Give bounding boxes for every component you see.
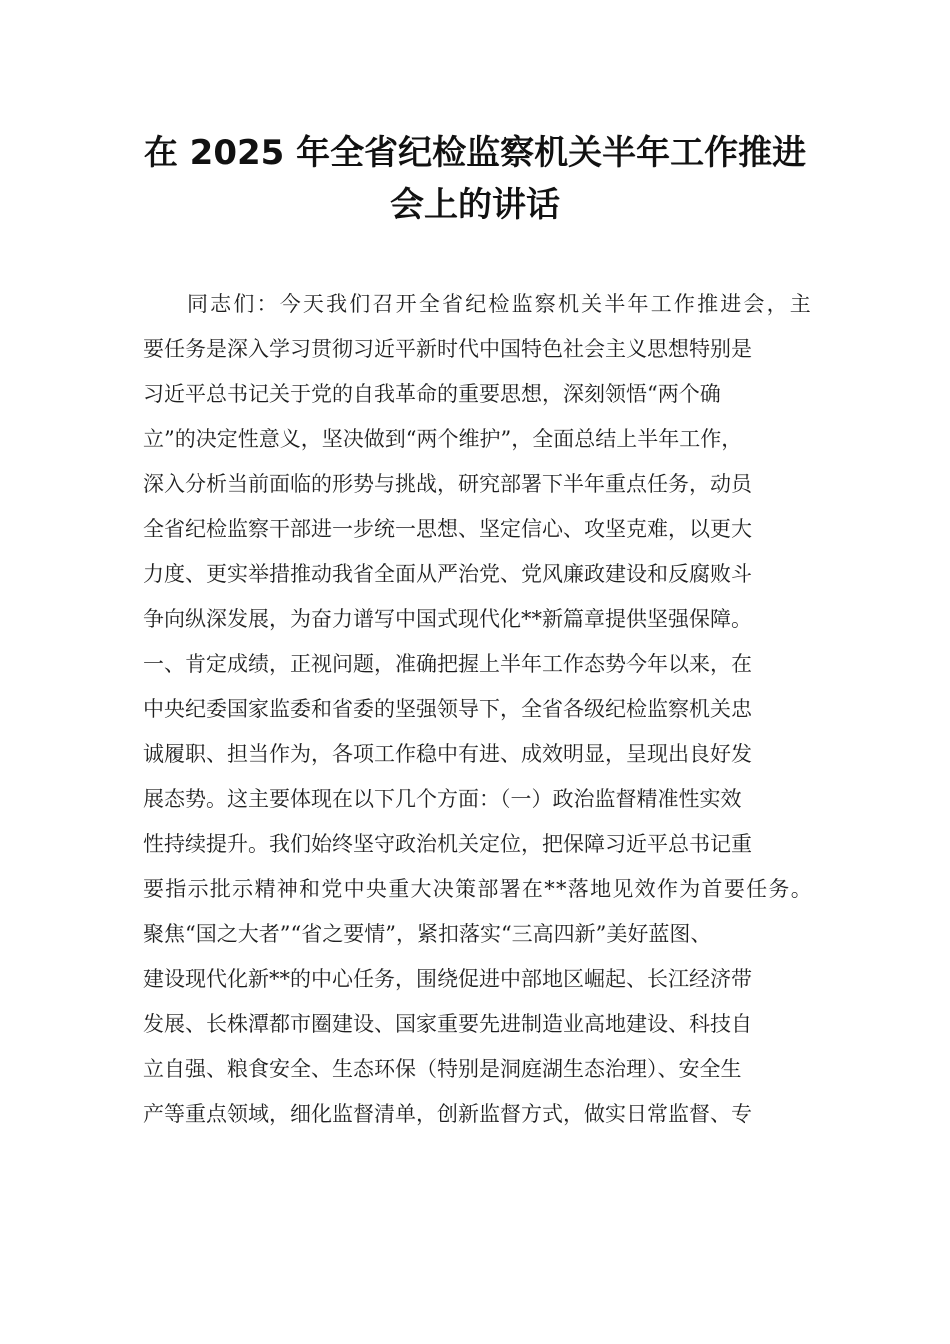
paragraph-line: 一、肯定成绩，正视问题，准确把握上半年工作态势今年以来，在 xyxy=(143,652,752,676)
paragraph-line: 深入分析当前面临的形势与挑战，研究部署下半年重点任务，动员 xyxy=(143,472,752,496)
paragraph-line: 立自强、粮食安全、生态环保（特别是洞庭湖生态治理）、安全生 xyxy=(143,1057,742,1081)
paragraph-line: 习近平总书记关于党的自我革命的重要思想，深刻领悟“两个确 xyxy=(143,382,721,406)
paragraph-line: 聚焦“国之大者”“省之要情”，紧扣落实“三高四新”美好蓝图、 xyxy=(143,922,712,946)
paragraph-line: 展态势。这主要体现在以下几个方面：（一）政治监督精准性实效 xyxy=(143,787,742,811)
paragraph-line: 要指示批示精神和党中央重大决策部署在**落地见效作为首要任务。 xyxy=(143,877,813,901)
title-line-2: 会上的讲话 xyxy=(390,185,560,225)
paragraph-line: 全省纪检监察干部进一步统一思想、坚定信心、攻坚克难，以更大 xyxy=(143,517,752,541)
paragraph-line: 争向纵深发展，为奋力谱写中国式现代化**新篇章提供坚强保障。 xyxy=(143,607,752,631)
paragraph-line: 要任务是深入学习贯彻习近平新时代中国特色社会主义思想特别是 xyxy=(143,337,752,361)
paragraph-line: 力度、更实举措推动我省全面从严治党、党风廉政建设和反腐败斗 xyxy=(143,562,752,586)
paragraph-line: 立”的决定性意义，坚决做到“两个维护”，全面总结上半年工作， xyxy=(143,427,743,451)
paragraph-line: 中央纪委国家监委和省委的坚强领导下，全省各级纪检监察机关忠 xyxy=(143,697,752,721)
paragraph-line: 诚履职、担当作为，各项工作稳中有进、成效明显，呈现出良好发 xyxy=(143,742,752,766)
title-line-1: 在 2025 年全省纪检监察机关半年工作推进 xyxy=(143,133,807,173)
paragraph-line: 性持续提升。我们始终坚守政治机关定位，把保障习近平总书记重 xyxy=(143,832,752,856)
body-text xyxy=(143,282,813,1137)
paragraph-line: 同志们：今天我们召开全省纪检监察机关半年工作推进会，主 xyxy=(187,292,813,316)
paragraph-line: 建设现代化新**的中心任务，围绕促进中部地区崛起、长江经济带 xyxy=(143,967,752,991)
paragraph-line: 产等重点领域，细化监督清单，创新监督方式，做实日常监督、专 xyxy=(143,1102,752,1126)
paragraph-line: 发展、长株潭都市圈建设、国家重要先进制造业高地建设、科技自 xyxy=(143,1012,752,1036)
